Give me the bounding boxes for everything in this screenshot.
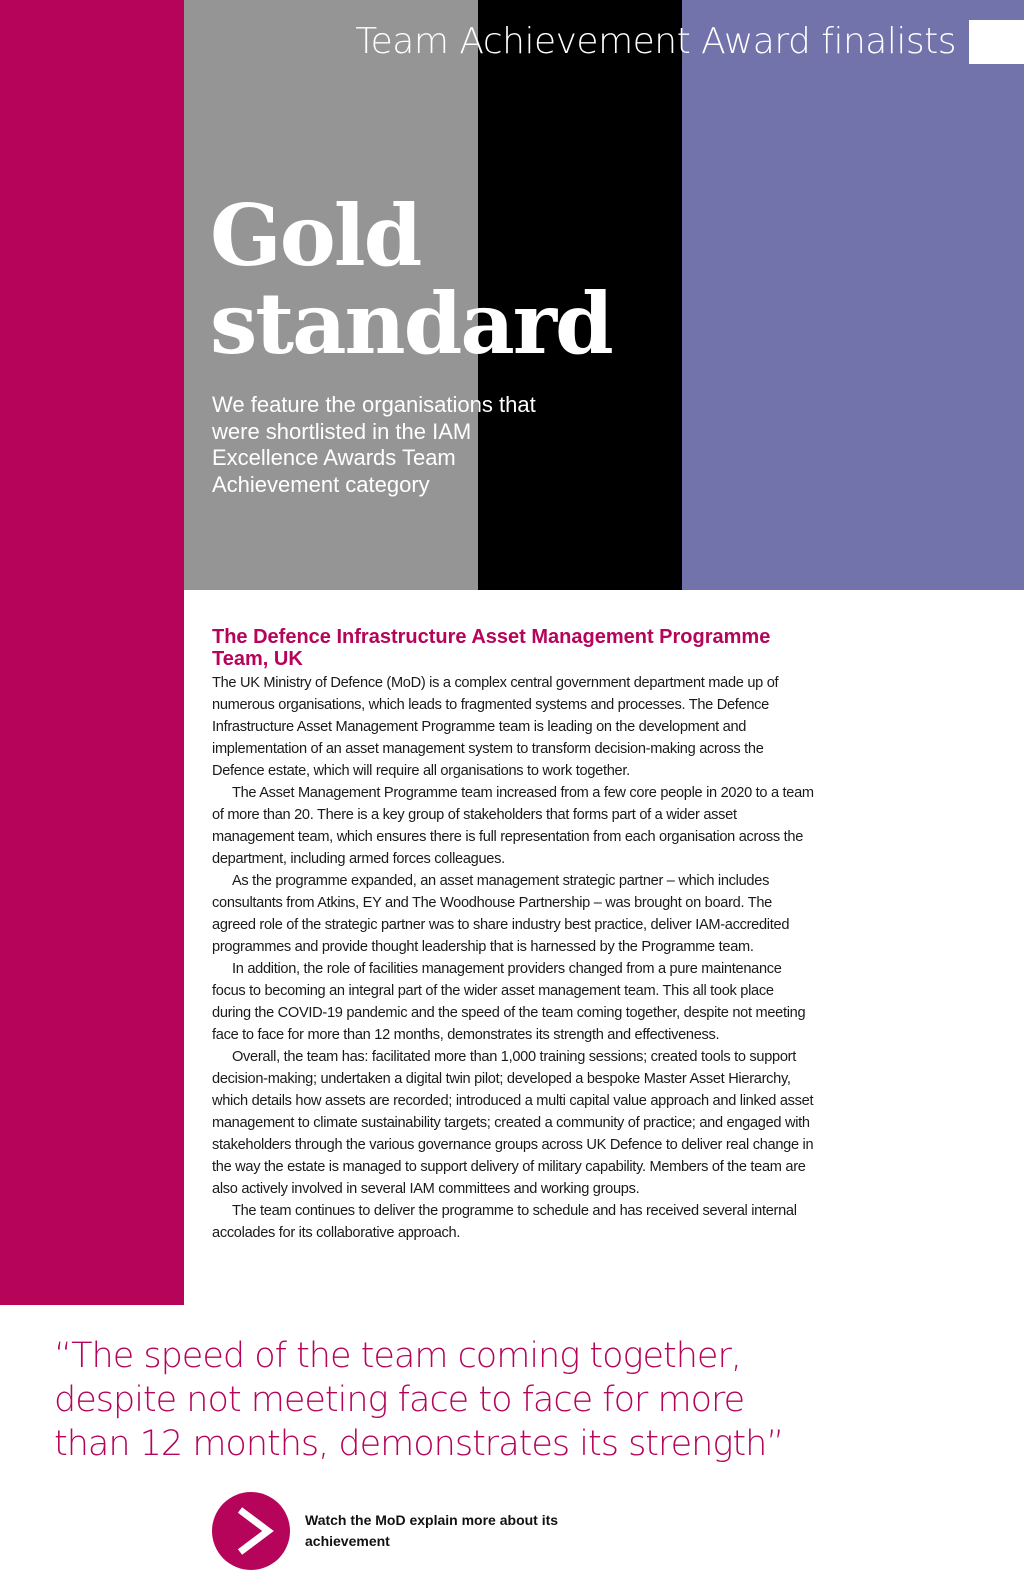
- magenta-side-bar: [0, 0, 184, 1305]
- article-paragraph: The UK Ministry of Defence (MoD) is a complex central government department made up of numerous organisations, which leads to fragmented systems and processes. The Defence Infrastructure Asset Management Programme team is leading on the development and implementation of an asset management system to transform decision-making across the Defence estate, which will require all organisations to work together.: [212, 675, 779, 779]
- header-band-purple: [682, 0, 1024, 590]
- article-paragraph: In addition, the role of facilities management providers changed from a pure maintenance focus to becoming an integral part of the wider asset management team. This all took place during the COVID-19 pandemic and the speed of the team coming together, despite not meeting face to face for more than 12 months, demonstrates its strength and effectiveness.: [212, 961, 806, 1043]
- title-line-1: Gold: [210, 186, 421, 285]
- article-paragraph: The team continues to deliver the programme to schedule and has received several internal accolades for its collaborative approach.: [212, 1203, 797, 1241]
- article-paragraph: Overall, the team has: facilitated more than 1,000 training sessions; created tools to support decision-making; undertaken a digital twin pilot; developed a bespoke Master Asset Hierarchy, which details how assets are recorded; introduced a multi capital value approach and linked asset management to climate sustainability targets; created a community of practice; and engaged with stakeholders through the various governance groups across UK Defence to deliver real change in the way the estate is managed to support delivery of military capability. Members of the team are also actively involved in several IAM committees and working groups.: [212, 1049, 814, 1197]
- article-title: The Defence Infrastructure Asset Management Programme Team, UK: [212, 626, 771, 670]
- page-title: [210, 186, 670, 373]
- page-tab-marker: [969, 20, 1024, 64]
- pull-quote: “The speed of the team coming together, despite not meeting face to face for more than 12 months, demonstrates its strength”: [54, 1336, 784, 1464]
- article-paragraph: The Asset Management Programme team increased from a few core people in 2020 to a team of more than 20. There is a key group of stakeholders that forms part of a wider asset management team, which ensures there is full representation from each organisation across the department, including armed forces colleagues.: [212, 785, 814, 867]
- section-label: Team Achievement Award finalists: [355, 21, 956, 62]
- title-line-2: standard: [210, 274, 612, 373]
- video-link-label[interactable]: Watch the MoD explain more about its achievement: [305, 1512, 559, 1549]
- standfirst: We feature the organisations that were shortlisted in the IAM Excellence Awards Team Achievement category: [212, 392, 536, 497]
- article-paragraph: As the programme expanded, an asset management strategic partner – which includes consultants from Atkins, EY and The Woodhouse Partnership – was brought on board. The agreed role of the strategic partner was to share industry best practice, deliver IAM-accredited programmes and provide thought leadership that is harnessed by the Programme team.: [212, 873, 790, 955]
- play-icon[interactable]: [212, 1492, 290, 1570]
- article-body: [212, 626, 816, 1244]
